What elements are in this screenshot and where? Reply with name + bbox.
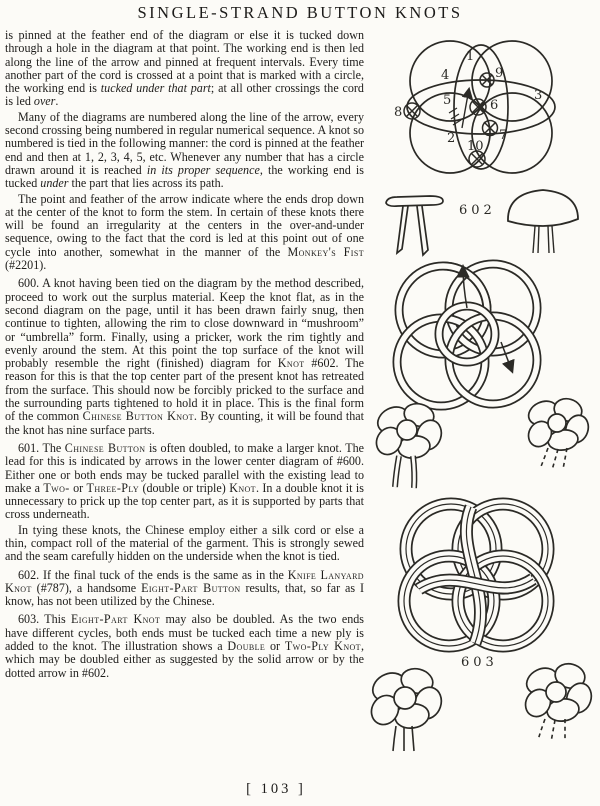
knot-602-tying-diagram xyxy=(392,29,570,187)
paragraph: is pinned at the feather end of the diagram or else it is tucked down through a hole in the diagram at that point. The working end is then led along the line of the arrow and pinned at frequent intervals. Every time another part of the cord is crossed at a point that is marked with a circle, the working end is tucked under that part; at all other crossings the cord is led over. xyxy=(5,28,364,109)
finished-doubled-knot-solid-legs xyxy=(366,663,444,753)
svg-text:5: 5 xyxy=(443,93,452,108)
svg-text:1: 1 xyxy=(466,49,475,64)
paragraph: 600. A knot having been tied on the diagram by the method described, proceed to work out the surplus material. Keep the knot flat, as in the second diagram on the page, until it has been drawn fairly snug, then continue to tighten, allowing the rim to close downward in “mushroom” or “umbrella” form. Finally, using a pricker, work the rim tightly and evenly around the stem. At this point the top surface of the knot will probably resemble the right (finished) diagram for Knot #602. The reason for this is that the top center part of the present knot has retreated from the surface. This should now be forcibly pricked to the surface and the surrounding parts tightened to hold it in place. This is the final form of the common Chinese Button Knot. By counting, it will be found that the knot has nine surface parts. xyxy=(5,276,364,437)
finished-doubled-knot-dashed-legs xyxy=(518,658,596,746)
svg-text:8: 8 xyxy=(394,105,403,120)
page-title: SINGLE-STRAND BUTTON KNOTS xyxy=(137,3,463,22)
finished-button-knot-solid-legs xyxy=(372,398,444,490)
knot-mushroom-side-view xyxy=(505,183,581,255)
dashed-cord-legs xyxy=(540,448,567,470)
paragraph: 601. The Chinese Button is often doubled, to make a larger knot. The lead for this is indicated by arrows in the lower center diagram of #600. Either one or both ends may be tucked parallel with the existing lead to make a Two- or Three-Ply (double or triple) Knot. In a double knot it is unnecessary to prick up the top center part, as it is supported by parts that cross underneath. xyxy=(5,440,364,522)
paragraph: 602. If the final tuck of the ends is the same as in the Knife Lanyard Knot (#787), a handsome Eight-Part Button results, that, so far as I know, has not been utilized by the Chinese. xyxy=(5,567,364,609)
svg-text:6: 6 xyxy=(490,98,499,113)
svg-text:3: 3 xyxy=(534,88,543,103)
paragraph: The point and feather of the arrow indicate where the ends drop down at the center of the knot to form the stem. In certain of these knots there will be found an irregularity at the centers in the over-and-under sequence, owing to the fact that the cord is led at this point out of one cycle into another, somewhat in the manner of the Monkey's Fist (#2201). xyxy=(5,191,364,273)
finished-button-knot-dashed-legs xyxy=(518,393,594,473)
paragraph: 603. This Eight-Part Knot may also be doubled. As the two ends have different cycles, both ends must be tucked each time a new ply is added to the knot. The illustration shows a Double or Two-Ply Knot, which may be doubled either as suggested by the solid arrow or by the dotted arrow in #602. xyxy=(5,612,364,680)
svg-text:10: 10 xyxy=(467,139,484,154)
paragraph: Many of the diagrams are numbered along the line of the arrow, every second crossing being numbered in regular numerical sequence. A knot so numbered is tied in the following manner: the cord is pinned at the feather end and then at 1, 2, 3, 4, 5, etc. Whenever any number that has a circle drawn around it is reached in its proper sequence, the working end is tucked under the part that lies across its path. xyxy=(5,109,365,191)
dashed-cord-legs xyxy=(538,719,565,742)
knot-flat-side-view xyxy=(384,191,446,257)
cord-legs xyxy=(395,456,414,488)
svg-text:7: 7 xyxy=(499,128,508,143)
text-column xyxy=(5,27,364,680)
doubled-knot-diagram xyxy=(391,493,559,655)
page-number: [ 103 ] xyxy=(246,781,306,797)
cord-weave xyxy=(397,264,537,406)
svg-text:2: 2 xyxy=(447,131,456,146)
figure-label-602: 602 xyxy=(459,203,496,218)
svg-text:9: 9 xyxy=(495,66,504,81)
svg-text:4: 4 xyxy=(441,68,450,83)
doubled-cord-weave xyxy=(404,504,548,646)
figure-label-603: 603 xyxy=(461,655,498,670)
cord-legs xyxy=(393,726,414,751)
paragraph: In tying these knots, the Chinese employ either a silk cord or else a thin, compact roll of the material of the garment. This is strongly sewed and the seam carefully hidden on the underside when the knot is tied. xyxy=(5,522,364,564)
